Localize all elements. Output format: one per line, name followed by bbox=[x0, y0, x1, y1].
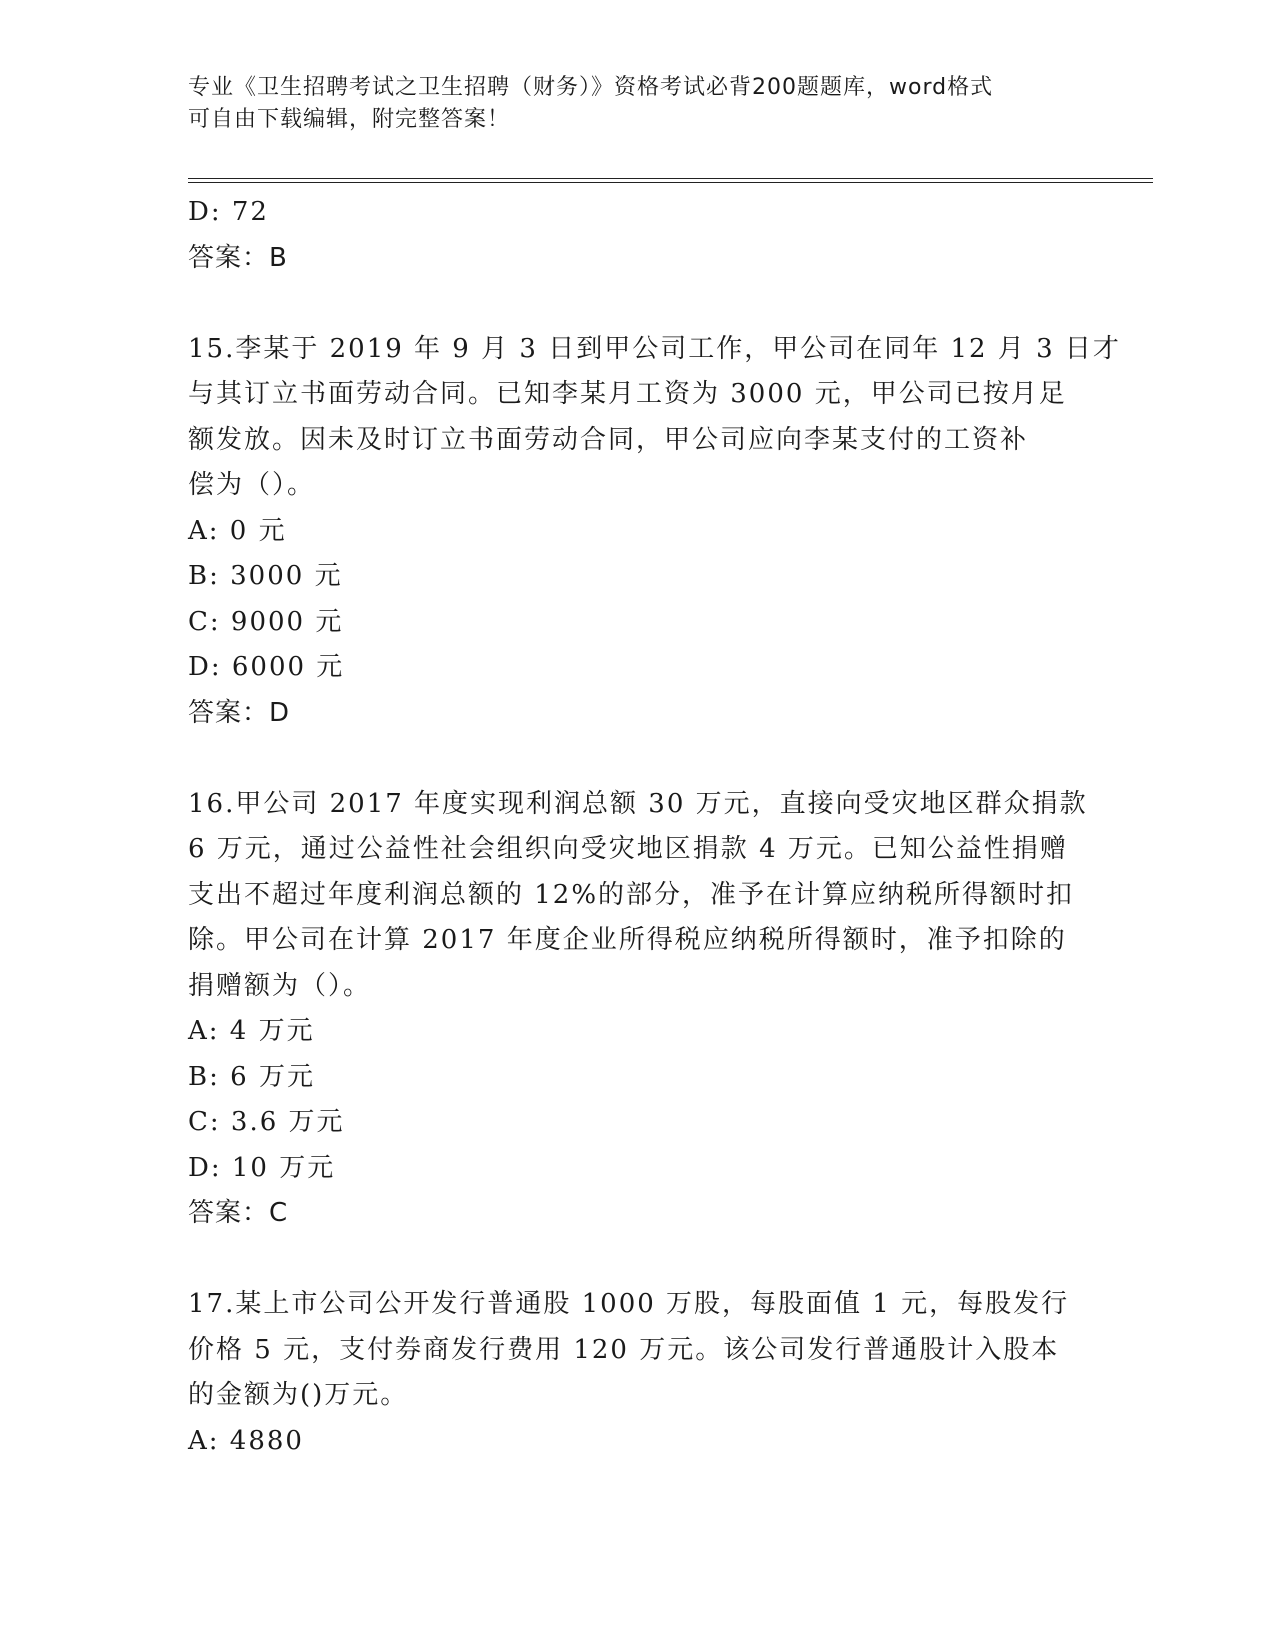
prev-option-d: D: 72 bbox=[188, 197, 269, 227]
question-text-line: 捐赠额为（）。 bbox=[188, 970, 372, 1001]
option-b: B: 3000 元 bbox=[188, 561, 343, 591]
question-text-line: 17.某上市公司公开发行普通股 1000 万股，每股面值 1 元，每股发行 bbox=[188, 1289, 1070, 1319]
option-d: D: 10 万元 bbox=[188, 1152, 336, 1183]
answer: 答案：C bbox=[188, 1198, 289, 1228]
option-a: A: 4 万元 bbox=[188, 1016, 315, 1046]
option-c: C: 9000 元 bbox=[188, 606, 344, 637]
option-c: C: 3.6 万元 bbox=[188, 1107, 345, 1137]
question-17 bbox=[188, 1282, 1088, 1464]
document-header bbox=[188, 72, 1088, 136]
option-a: A: 0 元 bbox=[188, 515, 287, 546]
answer: 答案：D bbox=[188, 697, 291, 728]
header-line-1: 专业《卫生招聘考试之卫生招聘（财务）》资格考试必背200题题库，word格式 bbox=[188, 75, 994, 100]
question-text-line: 额发放。因未及时订立书面劳动合同，甲公司应向李某支付的工资补 bbox=[188, 424, 1029, 455]
document-body bbox=[188, 190, 1121, 1464]
option-a: A: 4880 bbox=[188, 1425, 304, 1456]
header-rule-bottom bbox=[188, 182, 1153, 183]
question-text-line: 15.李某于 2019 年 9 月 3 日到甲公司工作，甲公司在同年 12 月 3 日才 bbox=[188, 333, 1121, 364]
question-16 bbox=[188, 782, 1088, 1237]
question-15 bbox=[188, 327, 1121, 737]
question-text-line: 支出不超过年度利润总额的 12%的部分，准予在计算应纳税所得额时扣 bbox=[188, 879, 1075, 910]
question-text-line: 价格 5 元，支付券商发行费用 120 万元。该公司发行普通股计入股本 bbox=[188, 1334, 1060, 1365]
question-text-line: 16.甲公司 2017 年度实现利润总额 30 万元，直接向受灾地区群众捐款 bbox=[188, 788, 1088, 819]
question-text-line: 偿为（）。 bbox=[188, 470, 316, 500]
option-b: B: 6 万元 bbox=[188, 1061, 315, 1092]
option-d: D: 6000 元 bbox=[188, 652, 345, 682]
spacer bbox=[188, 281, 1088, 327]
spacer bbox=[188, 736, 1088, 782]
spacer bbox=[188, 1237, 1088, 1283]
question-text-line: 除。甲公司在计算 2017 年度企业所得税应纳税所得额时，准予扣除的 bbox=[188, 925, 1067, 955]
prev-answer: 答案：B bbox=[188, 242, 288, 273]
question-text-line: 与其订立书面劳动合同。已知李某月工资为 3000 元，甲公司已按月足 bbox=[188, 379, 1067, 409]
question-text-line: 6 万元，通过公益性社会组织向受灾地区捐款 4 万元。已知公益性捐赠 bbox=[188, 834, 1068, 864]
header-rule-top bbox=[188, 178, 1153, 179]
question-text-line: 的金额为()万元。 bbox=[188, 1380, 409, 1410]
header-line-2: 可自由下载编辑，附完整答案！ bbox=[188, 107, 511, 132]
